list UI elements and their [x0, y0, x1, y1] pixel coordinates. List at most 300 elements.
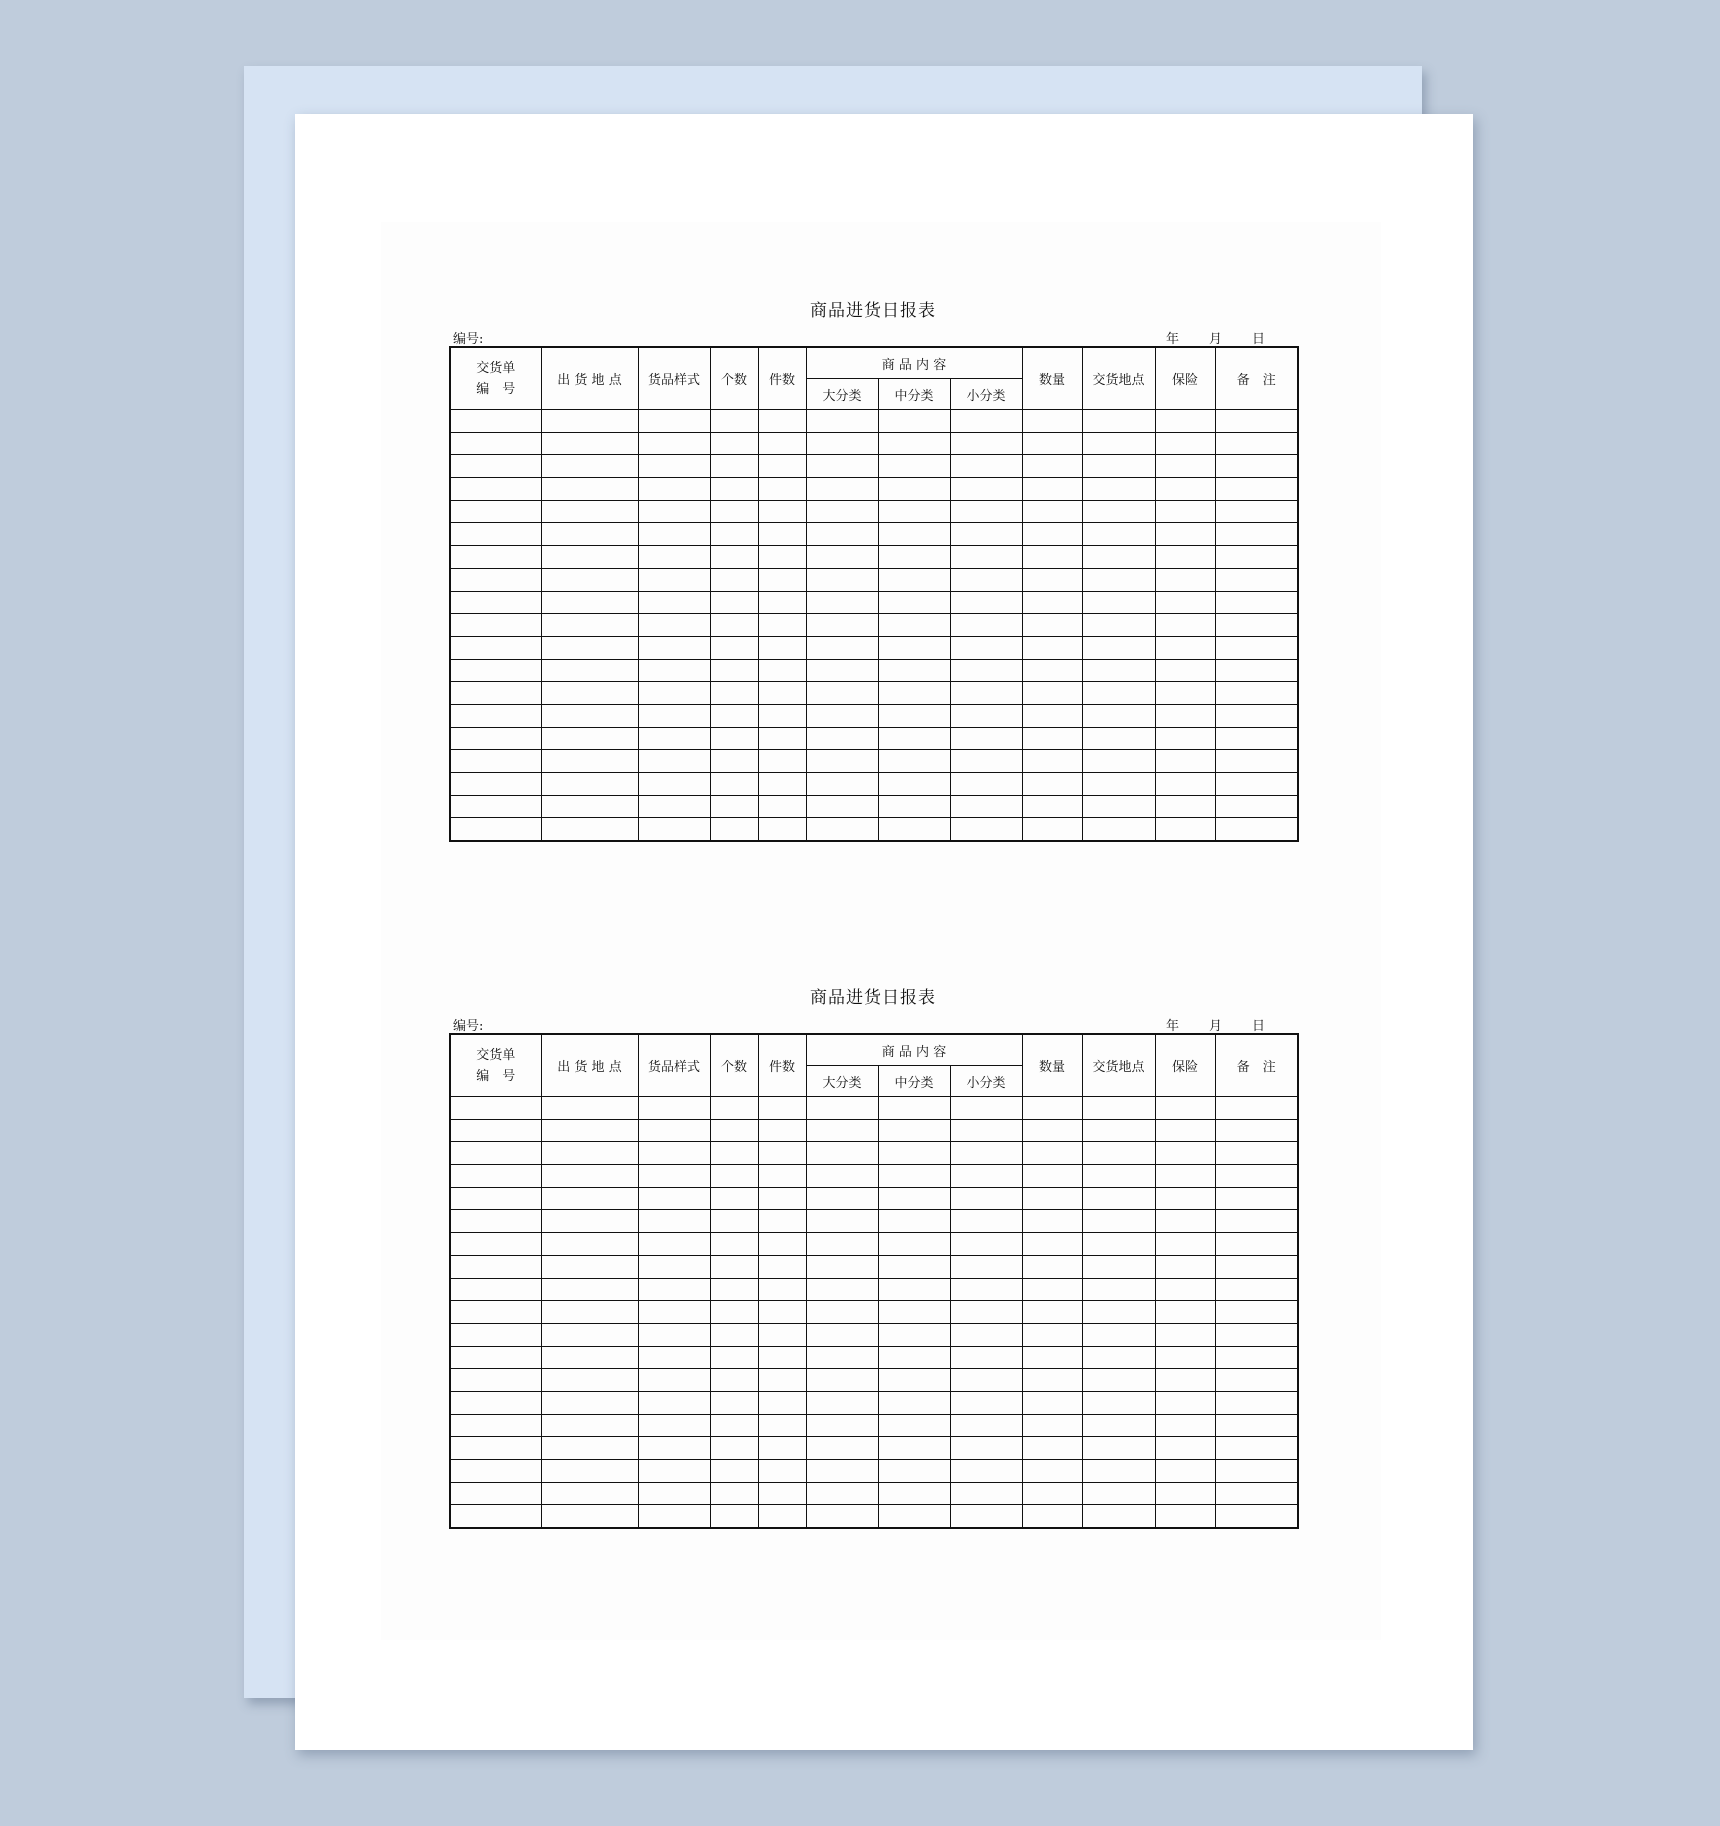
- blank-cell: [758, 568, 806, 591]
- day-label: 日: [1251, 332, 1265, 347]
- blank-cell: [638, 773, 710, 796]
- blank-cell: [878, 478, 950, 501]
- blank-cell: [806, 478, 878, 501]
- blank-cell: [950, 1119, 1022, 1142]
- blank-cell: [1155, 410, 1215, 433]
- blank-cell: [450, 432, 541, 455]
- blank-cell: [1155, 1142, 1215, 1165]
- header-slip-number: [450, 347, 541, 410]
- blank-cell: [950, 1369, 1022, 1392]
- blank-cell: [638, 1210, 710, 1233]
- blank-cell: [1082, 659, 1155, 682]
- blank-cell: [950, 1142, 1022, 1165]
- blank-cell: [1215, 523, 1298, 546]
- blank-cell: [1082, 432, 1155, 455]
- blank-cell: [758, 1255, 806, 1278]
- blank-cell: [1082, 1414, 1155, 1437]
- blank-cell: [806, 727, 878, 750]
- blank-cell: [878, 1391, 950, 1414]
- header-slip-number-line2: 编 号: [476, 381, 516, 397]
- blank-cell: [450, 750, 541, 773]
- table-row: [450, 727, 1298, 750]
- blank-cell: [806, 500, 878, 523]
- blank-cell: [450, 659, 541, 682]
- blank-cell: [1155, 1187, 1215, 1210]
- blank-cell: [878, 432, 950, 455]
- blank-cell: [806, 818, 878, 841]
- blank-cell: [638, 1505, 710, 1528]
- blank-cell: [541, 410, 638, 433]
- blank-cell: [710, 1505, 758, 1528]
- blank-cell: [878, 1505, 950, 1528]
- blank-cell: [1155, 1414, 1215, 1437]
- blank-cell: [710, 523, 758, 546]
- blank-cell: [950, 523, 1022, 546]
- blank-cell: [758, 432, 806, 455]
- header-goods-content: 商 品 内 容: [806, 1034, 1022, 1066]
- header-mid-class: 中分类: [878, 379, 950, 410]
- blank-cell: [710, 818, 758, 841]
- header-quantity: 数量: [1022, 1034, 1082, 1097]
- blank-cell: [1215, 478, 1298, 501]
- header-slip-number-line1: 交货单: [476, 1047, 516, 1063]
- table-row: [450, 1414, 1298, 1437]
- blank-cell: [1022, 432, 1082, 455]
- blank-cell: [758, 1437, 806, 1460]
- blank-cell: [450, 591, 541, 614]
- table-row: [450, 1278, 1298, 1301]
- blank-cell: [1155, 523, 1215, 546]
- blank-cell: [806, 1414, 878, 1437]
- blank-cell: [1215, 455, 1298, 478]
- blank-cell: [1082, 455, 1155, 478]
- blank-cell: [1082, 614, 1155, 637]
- blank-cell: [541, 591, 638, 614]
- blank-cell: [638, 682, 710, 705]
- blank-cell: [1022, 1097, 1082, 1120]
- blank-cell: [541, 432, 638, 455]
- header-slip-number-line2: 编 号: [476, 1068, 516, 1084]
- blank-cell: [541, 727, 638, 750]
- blank-cell: [1082, 1278, 1155, 1301]
- blank-cell: [806, 636, 878, 659]
- blank-cell: [450, 1255, 541, 1278]
- blank-cell: [1022, 659, 1082, 682]
- blank-cell: [1022, 1323, 1082, 1346]
- blank-cell: [950, 1187, 1022, 1210]
- blank-cell: [1215, 1323, 1298, 1346]
- form-meta-row: [449, 1011, 1297, 1033]
- blank-cell: [878, 1323, 950, 1346]
- blank-cell: [1155, 1482, 1215, 1505]
- form-title: 商品进货日报表: [810, 988, 936, 1008]
- form-meta-row: [449, 324, 1297, 346]
- blank-cell: [710, 1323, 758, 1346]
- blank-cell: [950, 1391, 1022, 1414]
- blank-cell: [950, 773, 1022, 796]
- blank-cell: [638, 1391, 710, 1414]
- blank-cell: [1155, 591, 1215, 614]
- blank-cell: [878, 1142, 950, 1165]
- blank-cell: [541, 1165, 638, 1188]
- blank-cell: [878, 568, 950, 591]
- table-row: [450, 614, 1298, 637]
- blank-cell: [758, 773, 806, 796]
- blank-cell: [806, 1187, 878, 1210]
- blank-cell: [1155, 1255, 1215, 1278]
- blank-cell: [638, 478, 710, 501]
- blank-cell: [758, 1346, 806, 1369]
- blank-cell: [450, 1233, 541, 1256]
- blank-cell: [950, 682, 1022, 705]
- blank-cell: [758, 591, 806, 614]
- blank-cell: [1215, 1210, 1298, 1233]
- blank-cell: [950, 546, 1022, 569]
- blank-cell: [878, 614, 950, 637]
- blank-cell: [541, 455, 638, 478]
- blank-cell: [1082, 1369, 1155, 1392]
- blank-cell: [806, 1119, 878, 1142]
- blank-cell: [1022, 1210, 1082, 1233]
- blank-cell: [806, 1346, 878, 1369]
- blank-cell: [1155, 773, 1215, 796]
- blank-cell: [710, 614, 758, 637]
- blank-cell: [450, 795, 541, 818]
- blank-cell: [1022, 478, 1082, 501]
- table-row: [450, 432, 1298, 455]
- blank-cell: [1082, 1097, 1155, 1120]
- blank-cell: [950, 1505, 1022, 1528]
- blank-cell: [1215, 614, 1298, 637]
- blank-cell: [806, 1142, 878, 1165]
- blank-cell: [710, 1460, 758, 1483]
- blank-cell: [806, 1323, 878, 1346]
- blank-cell: [758, 1142, 806, 1165]
- blank-cell: [1022, 1346, 1082, 1369]
- blank-cell: [1215, 1255, 1298, 1278]
- header-goods-style: 货品样式: [638, 1034, 710, 1097]
- blank-cell: [758, 546, 806, 569]
- header-packages: 件数: [758, 1034, 806, 1097]
- blank-cell: [758, 1210, 806, 1233]
- blank-cell: [541, 1119, 638, 1142]
- blank-cell: [806, 1301, 878, 1324]
- blank-cell: [878, 500, 950, 523]
- blank-cell: [710, 432, 758, 455]
- blank-cell: [541, 1301, 638, 1324]
- blank-cell: [638, 1369, 710, 1392]
- blank-cell: [806, 432, 878, 455]
- blank-cell: [1022, 1142, 1082, 1165]
- blank-cell: [541, 1233, 638, 1256]
- blank-cell: [710, 568, 758, 591]
- blank-cell: [638, 500, 710, 523]
- blank-cell: [758, 455, 806, 478]
- blank-cell: [950, 659, 1022, 682]
- table-row: [450, 568, 1298, 591]
- blank-cell: [1155, 818, 1215, 841]
- blank-cell: [950, 1278, 1022, 1301]
- header-pieces: 个数: [710, 1034, 758, 1097]
- blank-cell: [638, 591, 710, 614]
- blank-cell: [1022, 1119, 1082, 1142]
- blank-cell: [1022, 1301, 1082, 1324]
- header-delivery-place: 交货地点: [1082, 347, 1155, 410]
- blank-cell: [1082, 1233, 1155, 1256]
- header-remarks: 备 注: [1215, 1034, 1298, 1097]
- header-slip-number: [450, 1034, 541, 1097]
- blank-cell: [758, 1323, 806, 1346]
- blank-cell: [950, 1323, 1022, 1346]
- blank-cell: [1022, 1165, 1082, 1188]
- blank-cell: [1022, 614, 1082, 637]
- blank-cell: [1022, 1482, 1082, 1505]
- blank-cell: [1215, 773, 1298, 796]
- blank-cell: [710, 1391, 758, 1414]
- blank-cell: [1082, 1482, 1155, 1505]
- blank-cell: [1022, 773, 1082, 796]
- blank-cell: [758, 1097, 806, 1120]
- blank-cell: [806, 523, 878, 546]
- blank-cell: [1022, 1414, 1082, 1437]
- blank-cell: [878, 636, 950, 659]
- blank-cell: [758, 682, 806, 705]
- table-row: [450, 546, 1298, 569]
- blank-cell: [1082, 636, 1155, 659]
- blank-cell: [638, 455, 710, 478]
- blank-cell: [950, 1210, 1022, 1233]
- blank-cell: [1215, 750, 1298, 773]
- blank-cell: [541, 1097, 638, 1120]
- blank-cell: [1215, 1278, 1298, 1301]
- blank-cell: [1022, 523, 1082, 546]
- date-fields: [1136, 1015, 1265, 1034]
- blank-cell: [710, 682, 758, 705]
- blank-cell: [1022, 500, 1082, 523]
- blank-cell: [1082, 500, 1155, 523]
- blank-cell: [638, 1482, 710, 1505]
- serial-number-label: 编号:: [453, 1019, 484, 1034]
- blank-cell: [1155, 614, 1215, 637]
- blank-cell: [541, 1346, 638, 1369]
- blank-cell: [450, 500, 541, 523]
- blank-cell: [1082, 682, 1155, 705]
- blank-cell: [950, 568, 1022, 591]
- blank-cell: [450, 704, 541, 727]
- header-minor-class: 小分类: [950, 379, 1022, 410]
- blank-cell: [758, 636, 806, 659]
- table-row: [450, 1097, 1298, 1120]
- blank-cell: [950, 410, 1022, 433]
- blank-cell: [710, 591, 758, 614]
- blank-cell: [541, 795, 638, 818]
- table-row: [450, 410, 1298, 433]
- blank-cell: [638, 1233, 710, 1256]
- blank-cell: [710, 1233, 758, 1256]
- blank-cell: [1155, 1301, 1215, 1324]
- blank-cell: [1215, 659, 1298, 682]
- blank-cell: [1155, 1165, 1215, 1188]
- month-label: 月: [1208, 1019, 1222, 1034]
- receiving-report-table: [449, 346, 1299, 842]
- blank-cell: [758, 1369, 806, 1392]
- blank-cell: [710, 1278, 758, 1301]
- blank-cell: [638, 1255, 710, 1278]
- header-insurance: 保险: [1155, 347, 1215, 410]
- report-form-1: [449, 298, 1297, 842]
- blank-cell: [1082, 818, 1155, 841]
- blank-cell: [450, 1097, 541, 1120]
- blank-cell: [1215, 568, 1298, 591]
- blank-cell: [878, 818, 950, 841]
- blank-cell: [1022, 795, 1082, 818]
- blank-cell: [1082, 1255, 1155, 1278]
- blank-cell: [710, 1301, 758, 1324]
- blank-cell: [450, 727, 541, 750]
- blank-cell: [1155, 478, 1215, 501]
- blank-cell: [450, 1369, 541, 1392]
- blank-cell: [710, 410, 758, 433]
- blank-cell: [1022, 1187, 1082, 1210]
- blank-cell: [806, 1505, 878, 1528]
- blank-cell: [541, 1255, 638, 1278]
- blank-cell: [758, 795, 806, 818]
- blank-cell: [1022, 704, 1082, 727]
- blank-cell: [450, 1165, 541, 1188]
- blank-cell: [710, 1369, 758, 1392]
- blank-cell: [878, 1119, 950, 1142]
- table-row: [450, 500, 1298, 523]
- blank-cell: [1022, 750, 1082, 773]
- blank-cell: [1155, 1097, 1215, 1120]
- blank-cell: [878, 1255, 950, 1278]
- blank-cell: [806, 1482, 878, 1505]
- blank-cell: [806, 795, 878, 818]
- blank-cell: [806, 750, 878, 773]
- blank-cell: [638, 1187, 710, 1210]
- blank-cell: [541, 704, 638, 727]
- blank-cell: [450, 773, 541, 796]
- blank-cell: [950, 750, 1022, 773]
- blank-cell: [1215, 1482, 1298, 1505]
- blank-cell: [1022, 682, 1082, 705]
- table-row: [450, 1346, 1298, 1369]
- blank-cell: [950, 455, 1022, 478]
- blank-cell: [878, 1346, 950, 1369]
- blank-cell: [1082, 410, 1155, 433]
- table-row: [450, 1187, 1298, 1210]
- blank-cell: [450, 682, 541, 705]
- blank-cell: [638, 546, 710, 569]
- table-row: [450, 455, 1298, 478]
- blank-cell: [1215, 704, 1298, 727]
- blank-cell: [806, 1210, 878, 1233]
- blank-cell: [1155, 727, 1215, 750]
- blank-cell: [950, 591, 1022, 614]
- blank-cell: [450, 546, 541, 569]
- blank-cell: [541, 773, 638, 796]
- blank-cell: [638, 614, 710, 637]
- header-major-class: 大分类: [806, 1066, 878, 1097]
- blank-cell: [1022, 1233, 1082, 1256]
- blank-cell: [758, 1391, 806, 1414]
- blank-cell: [950, 500, 1022, 523]
- blank-cell: [710, 659, 758, 682]
- blank-cell: [450, 1278, 541, 1301]
- blank-cell: [1022, 636, 1082, 659]
- blank-cell: [1022, 410, 1082, 433]
- table-body: [450, 1097, 1298, 1529]
- blank-cell: [878, 1233, 950, 1256]
- header-slip-number-line1: 交货单: [476, 360, 516, 376]
- blank-cell: [1082, 591, 1155, 614]
- blank-cell: [950, 636, 1022, 659]
- blank-cell: [878, 1210, 950, 1233]
- blank-cell: [758, 1233, 806, 1256]
- blank-cell: [1215, 1097, 1298, 1120]
- blank-cell: [758, 614, 806, 637]
- blank-cell: [1022, 546, 1082, 569]
- blank-cell: [541, 636, 638, 659]
- blank-cell: [1215, 1346, 1298, 1369]
- blank-cell: [1155, 1233, 1215, 1256]
- blank-cell: [1082, 1391, 1155, 1414]
- header-pieces: 个数: [710, 347, 758, 410]
- blank-cell: [806, 455, 878, 478]
- blank-cell: [878, 1437, 950, 1460]
- blank-cell: [1022, 1369, 1082, 1392]
- blank-cell: [638, 1460, 710, 1483]
- blank-cell: [1082, 478, 1155, 501]
- blank-cell: [638, 1301, 710, 1324]
- blank-cell: [878, 1097, 950, 1120]
- blank-cell: [541, 478, 638, 501]
- blank-cell: [1215, 1414, 1298, 1437]
- blank-cell: [758, 818, 806, 841]
- blank-cell: [758, 523, 806, 546]
- blank-cell: [1155, 432, 1215, 455]
- blank-cell: [878, 1460, 950, 1483]
- blank-cell: [710, 704, 758, 727]
- blank-cell: [806, 682, 878, 705]
- blank-cell: [710, 500, 758, 523]
- month-label: 月: [1208, 332, 1222, 347]
- blank-cell: [950, 1097, 1022, 1120]
- blank-cell: [638, 1323, 710, 1346]
- table-row: [450, 523, 1298, 546]
- blank-cell: [1215, 795, 1298, 818]
- blank-cell: [1215, 1369, 1298, 1392]
- blank-cell: [1215, 546, 1298, 569]
- table-row: [450, 1301, 1298, 1324]
- blank-cell: [710, 750, 758, 773]
- blank-cell: [1215, 727, 1298, 750]
- blank-cell: [541, 1142, 638, 1165]
- table-row: [450, 1142, 1298, 1165]
- blank-cell: [541, 1187, 638, 1210]
- blank-cell: [1215, 636, 1298, 659]
- blank-cell: [638, 1437, 710, 1460]
- blank-cell: [710, 1165, 758, 1188]
- blank-cell: [1155, 1437, 1215, 1460]
- blank-cell: [541, 1460, 638, 1483]
- blank-cell: [638, 432, 710, 455]
- blank-cell: [710, 1482, 758, 1505]
- blank-cell: [806, 659, 878, 682]
- blank-cell: [1082, 1346, 1155, 1369]
- blank-cell: [638, 795, 710, 818]
- blank-cell: [758, 478, 806, 501]
